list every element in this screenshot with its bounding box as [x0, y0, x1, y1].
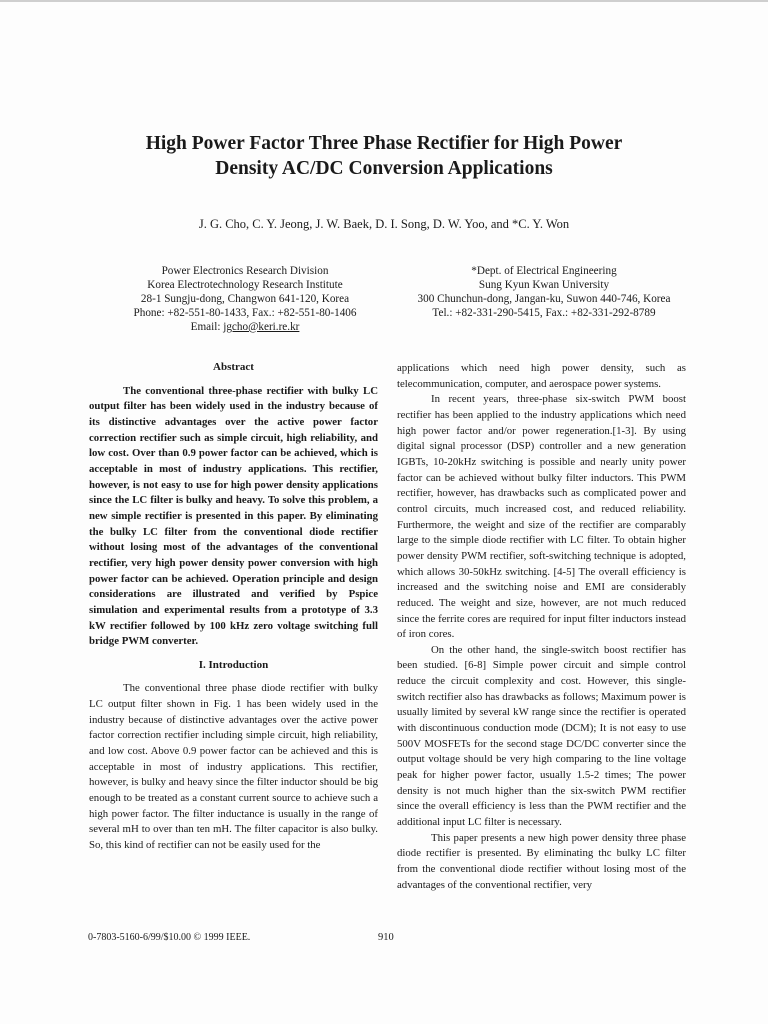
affiliation-tel-fax: Tel.: +82-331-290-5415, Fax.: +82-331-292-8789	[432, 306, 656, 319]
affiliation-skku	[394, 265, 694, 321]
abstract-body: The conventional three-phase rectifier with bulky LC output filter has been widely used in the industry because of its distinctive advantages over the active power factor correction rectifier such as simple circuit, high reliability, and low cost. Over than 0.9 power factor can be achieved, which is acceptable in most of industry applications. This rectifier, however, is not easy to use for high power density applications since the LC filter is bulky and heavy. To solve this problem, a new simple rectifier is presented in this paper. By eliminating the bulky LC filter from the conventional diode rectifier without losing most of the advantages of the conventional rectifier, very high power density power conversion with high power factor can be achieved. Operation principle and design considerations are illustrated and verified by Pspice simulation and experimental results from a prototype of 3.3 kW rectifier followed by 100 kHz zero voltage switching full bridge PWM converter.	[89, 384, 378, 648]
body-paragraph: applications which need high power density, such as telecommunication, computer, and aerospace power systems.	[397, 362, 686, 390]
email-link[interactable]: jgcho@keri.re.kr	[223, 320, 300, 333]
affiliation-university: Sung Kyun Kwan University	[478, 278, 610, 291]
abstract-heading: Abstract	[213, 361, 254, 373]
body-paragraph: On the other hand, the single-switch boost rectifier has been studied. [6-8] Simple power circuit and simple control reduce the circuit complexity and cost. However, this single-switch rectifier also has drawbacks as follows; Maximum power is usually limited by several kW range since the rectifier is operated with discontinuous conduction mode (DCM); It is not easy to use 500V MOSFETs for the second stage DC/DC converter since the output voltage should be very high comparing to the line voltage peak for higher power factor, usually 1.5-2 times; The power density is not much higher than the six-switch PWM rectifier since the overall efficiency is less than the PWM rectifier and the additional input LC filter is necessary.	[397, 643, 686, 829]
affiliation-division: Power Electronics Research Division	[161, 265, 329, 277]
paper-title	[60, 131, 708, 181]
affiliation-keri	[110, 265, 380, 335]
body-paragraph: In recent years, three-phase six-switch PWM boost rectifier has been applied to the industry applications which need high power factor and/or power regeneration.[1-3]. By using digital signal processor (DSP) controller and a new generation IGBTs, 10-20kHz switching is possible and nearly unity power factor can be achieved without bulky filter inductors. This PWM rectifier, however, has drawbacks such as complicated power and control circuits, much increased cost, and reduced reliability. Furthermore, the weight and size of the rectifier are comparably large to the simple diode rectifier with LC filter. To obtain higher power density PWM rectifier, soft-switching technique is adopted, which allows 30-50kHz switching. [4-5] The overall efficiency is increased and the switching noise and EMI are considerably reduced. The weight and size, however, are not much reduced since the ferrite cores are required for input filter inductors instead of iron cores.	[397, 393, 686, 641]
affiliation-dept: *Dept. of Electrical Engineering	[471, 265, 617, 277]
body-paragraph: This paper presents a new high power density three phase diode rectifier is presented. By eliminating thc bulky LC filter from the conventional diode rectifier without losing most of the advantages of the conventional rectifier, very	[397, 831, 686, 891]
affiliation-phone-fax: Phone: +82-551-80-1433, Fax.: +82-551-80-1406	[133, 306, 357, 319]
email-label: Email:	[190, 320, 221, 333]
introduction-paragraph: The conventional three phase diode rectifier with bulky LC output filter shown in Fig. 1 has been widely used in the industry because of distinctive advantages over the active power factor correction rectifier including simple circuit, high reliability, and low cost. Above 0.9 power factor can be achieved and this is acceptable in most of industry applications. This rectifier, however, is bulky and heavy since the filter inductor should be big enough to be treated as a constant current source to achieve such a high power factor. The filter inductance is usually in the range of several mH to over than ten mH. The filter capacitor is also bulky. So, this kind of rectifier can not be easily used for the	[89, 682, 378, 852]
author-list: J. G. Cho, C. Y. Jeong, J. W. Baek, D. I. Song, D. W. Yoo, and *C. Y. Won	[198, 217, 570, 231]
affiliation-address: 28-1 Sungju-dong, Changwon 641-120, Korea	[140, 292, 350, 305]
copyright-notice: 0-7803-5160-6/99/$10.00 © 1999 IEEE.	[88, 932, 251, 943]
top-scan-edge	[0, 0, 768, 2]
left-column	[89, 360, 378, 854]
title-line-1: High Power Factor Three Phase Rectifier for High Power	[145, 133, 623, 154]
introduction-heading: I. Introduction	[198, 658, 269, 671]
affiliation-address: 300 Chunchun-dong, Jangan-ku, Suwon 440-746, Korea	[417, 292, 671, 305]
affiliation-institute: Korea Electrotechnology Research Institute	[147, 278, 343, 291]
page-number: 910	[378, 932, 394, 943]
affiliation-email-line	[110, 321, 380, 335]
title-line-2: Density AC/DC Conversion Applications	[215, 158, 553, 179]
right-column	[397, 361, 686, 893]
